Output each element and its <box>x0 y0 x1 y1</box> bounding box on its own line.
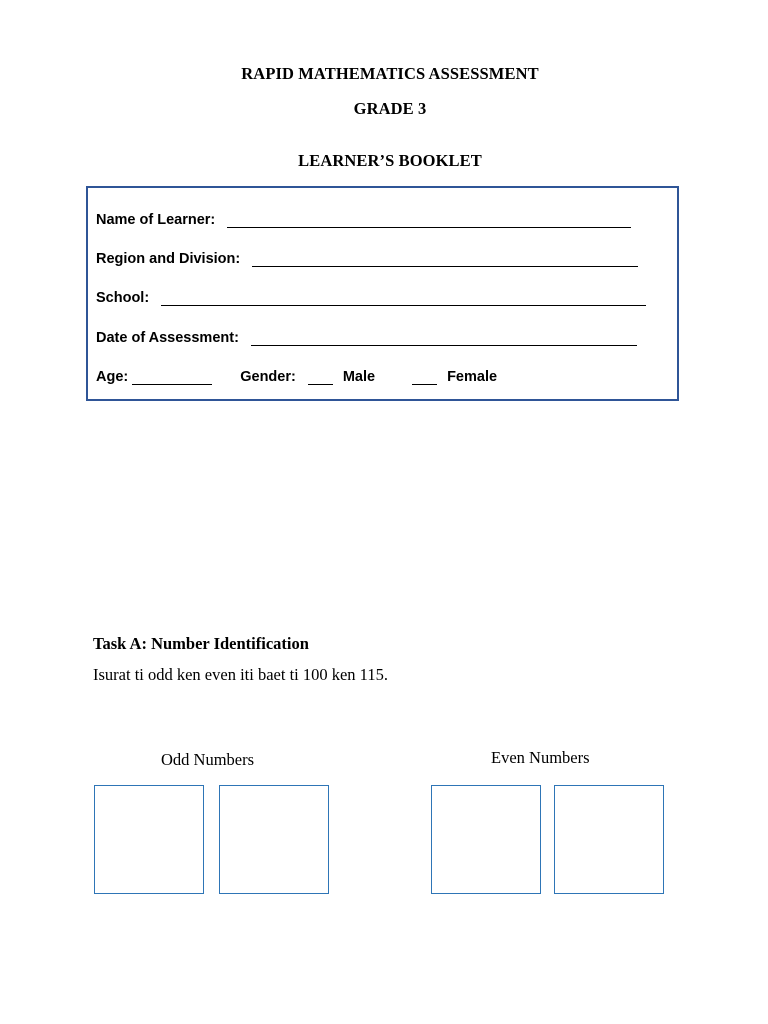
age-field[interactable] <box>132 370 212 385</box>
female-checkbox-line[interactable] <box>412 370 437 385</box>
grade-level: GRADE 3 <box>353 99 427 118</box>
even-answer-box[interactable] <box>554 785 664 894</box>
gender-label: Gender: <box>240 369 296 385</box>
male-option-label: Male <box>342 369 376 385</box>
assessment-date-label: Date of Assessment: <box>96 330 239 346</box>
booklet-title: LEARNER’S BOOKLET <box>298 151 482 170</box>
school-field[interactable] <box>161 291 646 306</box>
male-checkbox-line[interactable] <box>308 370 333 385</box>
learner-name-label: Name of Learner: <box>96 212 216 228</box>
assessment-date-field[interactable] <box>251 331 637 346</box>
learner-name-row <box>96 212 631 228</box>
learner-info-box <box>86 186 679 401</box>
school-row <box>96 290 646 306</box>
region-division-field[interactable] <box>252 252 638 267</box>
task-instruction: Isurat ti odd ken even iti baet ti 100 ken 115. <box>93 665 388 684</box>
age-gender-row <box>96 369 497 385</box>
age-label: Age: <box>96 369 129 385</box>
even-answer-box[interactable] <box>431 785 541 894</box>
assessment-title: RAPID MATHEMATICS ASSESSMENT <box>241 64 539 83</box>
even-numbers-label: Even Numbers <box>491 748 590 767</box>
learner-name-field[interactable] <box>227 213 631 228</box>
assessment-date-row <box>96 330 637 346</box>
odd-numbers-label: Odd Numbers <box>161 750 255 769</box>
task-title: Task A: Number Identification <box>93 634 309 653</box>
female-option-label: Female <box>447 369 498 385</box>
odd-answer-box[interactable] <box>94 785 204 894</box>
odd-answer-box[interactable] <box>219 785 329 894</box>
school-label: School: <box>96 290 150 306</box>
region-division-label: Region and Division: <box>96 251 241 267</box>
region-division-row <box>96 251 638 267</box>
